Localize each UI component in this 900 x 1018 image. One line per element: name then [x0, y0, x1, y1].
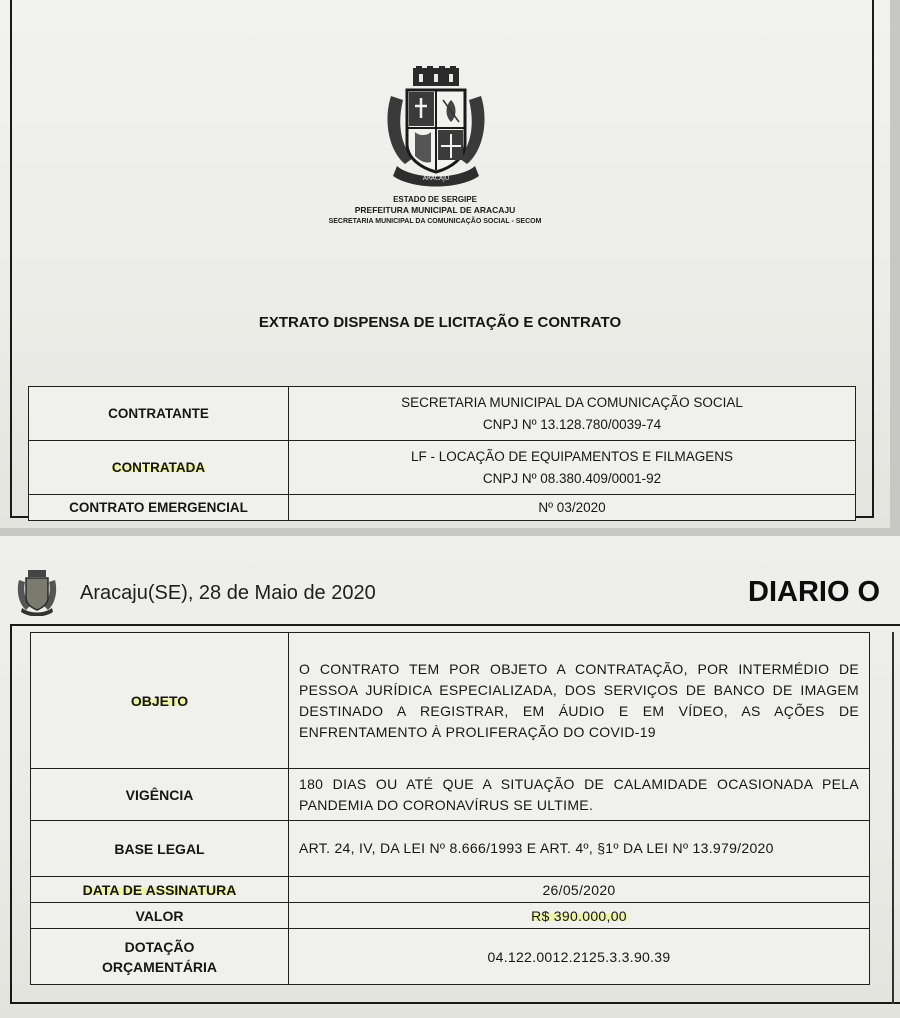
- coat-of-arms-small-icon: [16, 568, 58, 616]
- row-label: CONTRATADA: [29, 441, 289, 495]
- validity-description: 180 DIAS OU ATÉ QUE A SITUAÇÃO DE CALAMIDADE OCASIONADA PELA PANDEMIA DO CORONAVÍRUS SE ULTIME.: [289, 769, 870, 821]
- row-label: [31, 929, 289, 985]
- row-value: [289, 387, 856, 441]
- row-label: OBJETO: [31, 633, 289, 769]
- coat-of-arms-icon: [383, 66, 489, 188]
- row-value: [289, 441, 856, 495]
- department-name: SECRETARIA MUNICIPAL DA COMUNICAÇÃO SOCIAL - SECOM: [328, 218, 542, 225]
- table-row: [31, 903, 870, 929]
- row-label: CONTRATO EMERGENCIAL: [29, 495, 289, 521]
- contracted-name: LF - LOCAÇÃO DE EQUIPAMENTOS E FILMAGENS: [410, 448, 734, 464]
- document-title: EXTRATO DISPENSA DE LICITAÇÃO E CONTRATO: [258, 314, 622, 331]
- legal-basis: ART. 24, IV, DA LEI Nº 8.666/1993 E ART. 4º, §1º DA LEI Nº 13.979/2020: [289, 821, 870, 877]
- contractor-cnpj: CNPJ Nº 13.128.780/0039-74: [482, 416, 662, 432]
- table-row: [29, 441, 856, 495]
- contractor-name: SECRETARIA MUNICIPAL DA COMUNICAÇÃO SOCIAL: [401, 394, 743, 410]
- state-name: ESTADO DE SERGIPE: [393, 195, 477, 204]
- table-row: [29, 495, 856, 521]
- row-value: Nº 03/2020: [289, 495, 856, 521]
- column-divider: [892, 632, 894, 1004]
- newspaper-title: DIARIO O: [748, 576, 881, 608]
- contracted-cnpj: CNPJ Nº 08.380.409/0001-92: [482, 470, 662, 486]
- budget-allocation: 04.122.0012.2125.3.3.90.39: [289, 929, 870, 985]
- row-label: DATA DE ASSINATURA: [31, 877, 289, 903]
- issuer-header: [200, 194, 670, 227]
- row-label: BASE LEGAL: [31, 821, 289, 877]
- publication-date: Aracaju(SE), 28 de Maio de 2020: [80, 582, 376, 604]
- table-row: [31, 633, 870, 769]
- object-description: O CONTRATO TEM POR OBJETO A CONTRATAÇÃO, POR INTERMÉDIO DE PESSOA JURÍDICA ESPECIALIZADA, DOS SERVIÇOS DE BANCO DE IMAGEM DESTINADO A REGISTRAR, EM ÁUDIO E EM VÍDEO, AS AÇÕES DE ENFRENTAMENTO À PROLIFERAÇÃO DO COVID-19: [289, 633, 870, 769]
- budget-label-line1: DOTAÇÃO: [124, 938, 195, 955]
- budget-label-line2: ORÇAMENTÁRIA: [101, 958, 218, 975]
- contract-details-table: [30, 632, 870, 985]
- contract-value: R$ 390.000,00: [289, 903, 870, 929]
- row-label: VALOR: [31, 903, 289, 929]
- table-row: [29, 387, 856, 441]
- row-label: CONTRATANTE: [29, 387, 289, 441]
- crest-motto: ARACAJU: [422, 175, 450, 182]
- table-row: [31, 821, 870, 877]
- city-hall-name: PREFEITURA MUNICIPAL DE ARACAJU: [354, 205, 516, 215]
- table-row: [31, 929, 870, 985]
- table-row: [31, 877, 870, 903]
- parties-table: [28, 386, 856, 521]
- row-label: VIGÊNCIA: [31, 769, 289, 821]
- table-row: [31, 769, 870, 821]
- signature-date: 26/05/2020: [289, 877, 870, 903]
- document-sheet-bottom: [0, 536, 900, 1018]
